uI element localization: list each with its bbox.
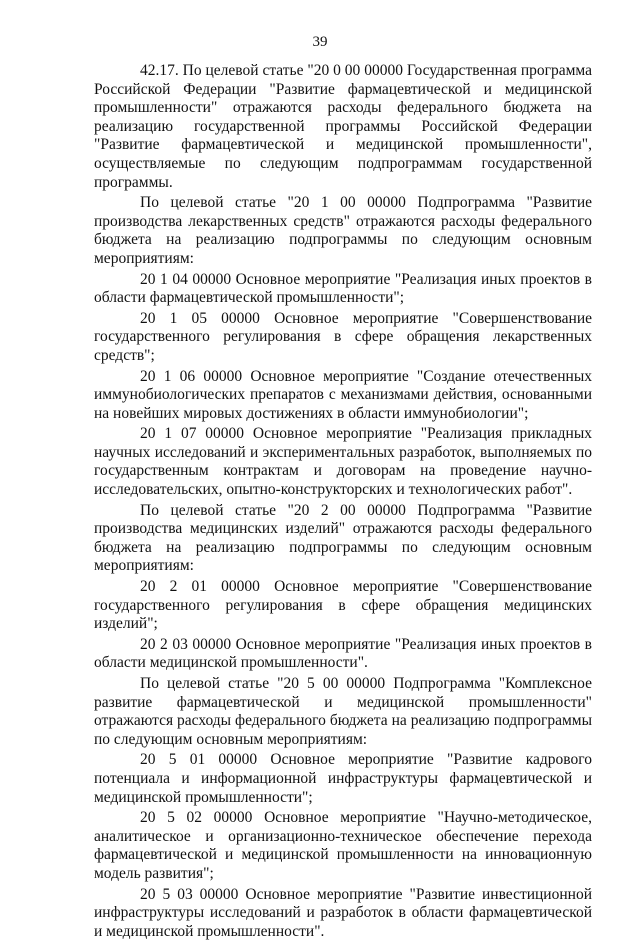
paragraph-subprogram-20-5: По целевой статье "20 5 00 00000 Подпрограмма "Комплексное развитие фармацевтической и медицинской промышленности" отражаются расходы федерального бюджета на реализацию подпрограммы по следующим основным мероприятиям: (94, 675, 592, 748)
paragraph-20-1-05: 20 1 05 00000 Основное мероприятие "Совершенствование государственного регулирования в сфере обращения лекарственных средств"; (94, 309, 592, 364)
paragraph-20-1-07: 20 1 07 00000 Основное мероприятие "Реализация прикладных научных исследований и экспериментальных разработок, выполняемых по государственным контрактам и договорам на проведение научно-исследовательских, опытно-конструкторских и технологических работ". (94, 425, 592, 499)
paragraph-20-1-04: 20 1 04 00000 Основное мероприятие "Реализация иных проектов в области фармацевтической промышленности"; (94, 270, 592, 307)
paragraph-20-2-01: 20 2 01 00000 Основное мероприятие "Совершенствование государственного регулирования в сфере обращения медицинских изделий"; (94, 578, 592, 633)
paragraph-42-17: 42.17. По целевой статье "20 0 00 00000 Государственная программа Российской Федерации "Развитие фармацевтической и медицинской промышленности" отражаются расходы федерального бюджета на реализацию государственной программы Российской Федерации "Развитие фармацевтической и медицинской промышленности", осуществляемые по следующим подпрограммам государственной программы. (94, 62, 592, 191)
paragraph-20-5-01: 20 5 01 00000 Основное мероприятие "Развитие кадрового потенциала и информационной инфраструктуры фармацевтической и медицинской промышленности"; (94, 751, 592, 806)
paragraph-20-5-03: 20 5 03 00000 Основное мероприятие "Развитие инвестиционной инфраструктуры исследований и разработок в области фармацевтической и медицинской промышленности". (94, 885, 592, 940)
page-number: 39 (312, 34, 328, 50)
document-body (94, 62, 592, 943)
paragraph-20-1-06: 20 1 06 00000 Основное мероприятие "Создание отечественных иммунобиологических препаратов с механизмами действия, основанными на новейших мировых достижениях в области иммунобиологии"; (94, 367, 592, 422)
paragraph-20-5-02: 20 5 02 00000 Основное мероприятие "Научно-методическое, аналитическое и организационно-техническое обеспечение перехода фармацевтической и медицинской промышленности на инновационную модель развития"; (94, 809, 592, 882)
paragraph-20-2-03: 20 2 03 00000 Основное мероприятие "Реализация иных проектов в области медицинской промышленности". (94, 635, 592, 672)
paragraph-subprogram-20-2: По целевой статье "20 2 00 00000 Подпрограмма "Развитие производства медицинских изделий" отражаются расходы федерального бюджета на реализацию подпрограммы по следующим основным мероприятиям: (94, 501, 592, 575)
paragraph-subprogram-20-1: По целевой статье "20 1 00 00000 Подпрограмма "Развитие производства лекарственных средств" отражаются расходы федерального бюджета на реализацию подпрограммы по следующим основным мероприятиям: (94, 194, 592, 267)
